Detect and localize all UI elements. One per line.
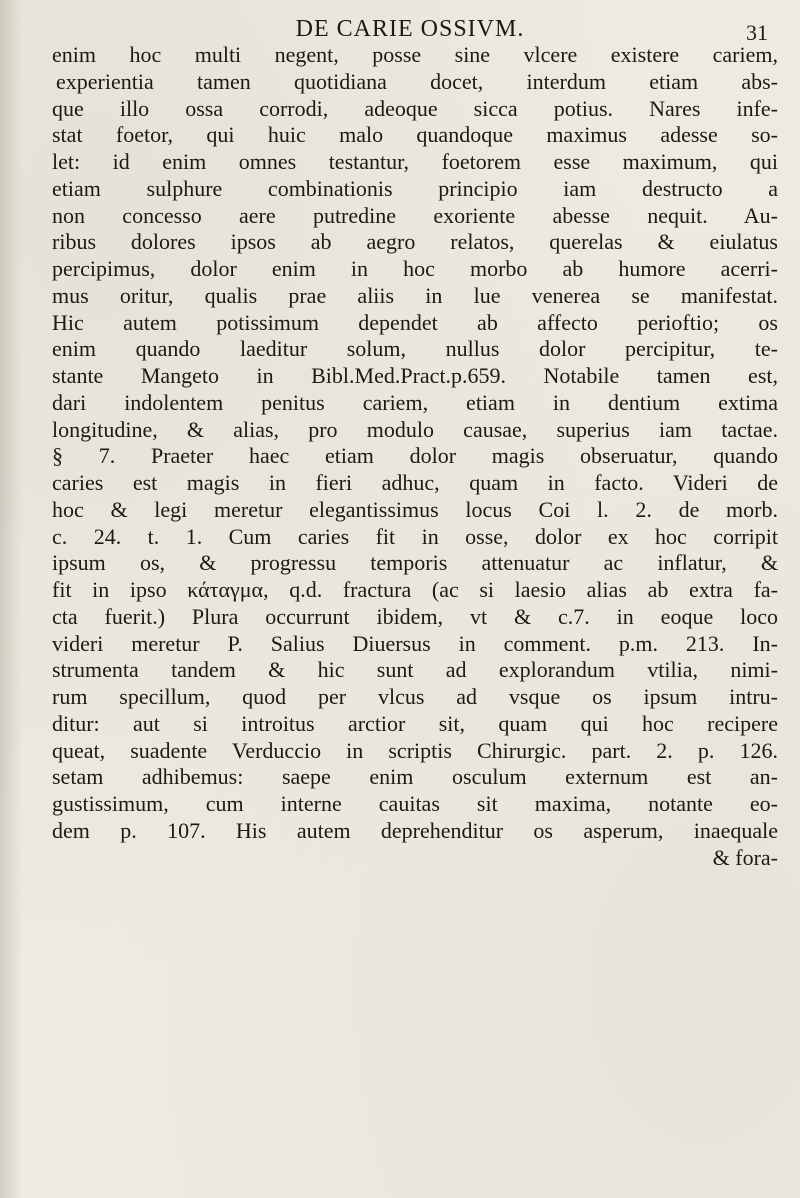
- page-edge-shadow: [0, 0, 22, 1198]
- text-line: cta fuerit.) Plura occurrunt ibidem, vt & c.7. in eoque loco: [52, 603, 778, 629]
- text-line: enim quando laeditur solum, nullus dolor percipitur, te-: [52, 336, 778, 362]
- page-number: 31: [746, 20, 768, 45]
- text-line: percipimus, dolor enim in hoc morbo ab humore acerri-: [52, 256, 778, 281]
- text-line: caries est magis in fieri adhuc, quam in facto. Videri de: [52, 470, 778, 495]
- text-line: dem p. 107. His autem deprehenditur os asperum, inaequale: [52, 817, 778, 843]
- text-line: gustissimum, cum interne cauitas sit maxima, notante eo-: [52, 791, 778, 816]
- text-line: setam adhibemus: saepe enim osculum externum est an-: [52, 764, 778, 790]
- text-line: Hic autem potissimum dependet ab affecto perioftio; os: [52, 309, 778, 335]
- text-line: strumenta tandem & hic sunt ad explorandum vtilia, nimi-: [52, 657, 778, 683]
- text-line: non concesso aere putredine exoriente abesse nequit. Au-: [52, 202, 778, 228]
- text-line: ribus dolores ipsos ab aegro relatos, querelas & eiulatus: [52, 229, 778, 255]
- text-line: experientia tamen quotidiana docet, interdum etiam abs-: [56, 68, 778, 94]
- text-line: c. 24. t. 1. Cum caries fit in osse, dolor ex hoc corripit: [52, 523, 778, 549]
- text-line: fit in ipso κάταγμα, q.d. fractura (ac si laesio alias ab extra fa-: [52, 577, 778, 602]
- text-line: mus oritur, qualis prae aliis in lue venerea se manifestat.: [52, 282, 778, 308]
- text-line: longitudine, & alias, pro modulo causae, superius iam tactae.: [52, 416, 778, 442]
- text-line: ipsum os, & progressu temporis attenuatur ac inflatur, &: [52, 550, 778, 576]
- text-line: etiam sulphure combinationis principio iam destructo a: [52, 175, 778, 201]
- text-line: stante Mangeto in Bibl.Med.Pract.p.659. Notabile tamen est,: [52, 363, 778, 388]
- page-header: [0, 10, 800, 46]
- text-line: dari indolentem penitus cariem, etiam in dentium extima: [52, 389, 778, 415]
- running-head: DE CARIE OSSIVM.: [295, 16, 525, 42]
- text-line: que illo ossa corrodi, adeoque sicca potius. Nares infe-: [52, 95, 778, 121]
- text-line: § 7. Praeter haec etiam dolor magis obseruatur, quando: [52, 443, 778, 469]
- text-line: rum specillum, quod per vlcus ad vsque os ipsum intru-: [52, 684, 778, 709]
- body-text: [52, 42, 778, 871]
- text-line: videri meretur P. Salius Diuersus in comment. p.m. 213. In-: [52, 630, 778, 656]
- text-line: let: id enim omnes testantur, foetorem esse maximum, qui: [52, 149, 778, 174]
- text-line: hoc & legi meretur elegantissimus locus Coi l. 2. de morb.: [52, 496, 778, 522]
- text-line: enim hoc multi negent, posse sine vlcere existere cariem,: [52, 42, 778, 67]
- text-line: ditur: aut si introitus arctior sit, quam qui hoc recipere: [52, 710, 778, 736]
- text-line: stat foetor, qui huic malo quandoque maximus adesse so-: [52, 122, 778, 148]
- text-line: queat, suadente Verduccio in scriptis Chirurgic. part. 2. p. 126.: [52, 737, 778, 763]
- catchword: & fora-: [712, 844, 778, 870]
